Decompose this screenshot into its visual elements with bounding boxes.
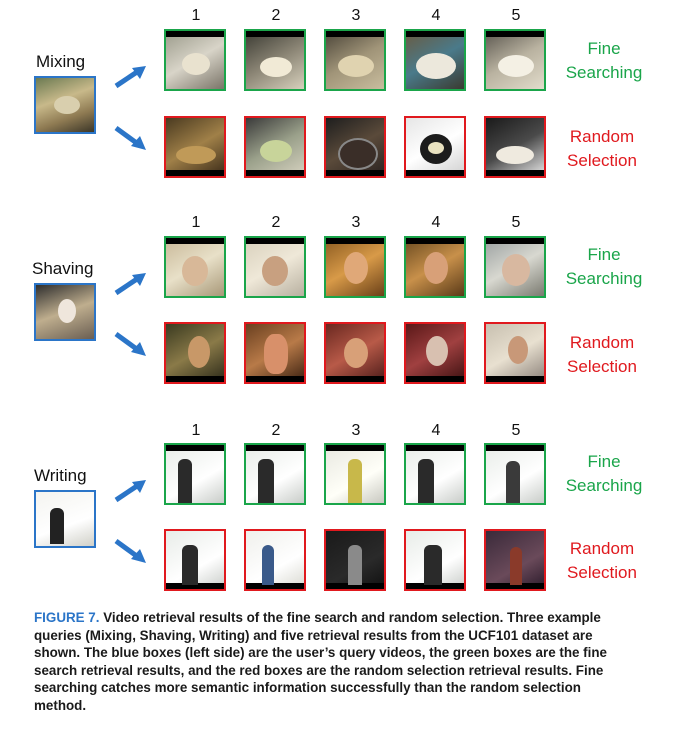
random-result-1 (164, 529, 226, 591)
fine-result-3 (324, 29, 386, 91)
fine-searching-label-2: Fine Searching (565, 245, 643, 288)
arrow-down-icon (112, 537, 148, 565)
arrow-down-icon (112, 330, 148, 358)
arrow-up-icon (112, 64, 148, 90)
fine-result-1 (164, 236, 226, 298)
fine-result-3 (324, 443, 386, 505)
fine-result-2 (244, 236, 306, 298)
column-number-5: 5 (511, 422, 521, 439)
query-label-shaving: Shaving (32, 259, 94, 278)
column-number-5: 5 (511, 214, 521, 231)
column-number-2: 2 (271, 214, 281, 231)
random-result-2 (244, 529, 306, 591)
column-number-1: 1 (191, 422, 201, 439)
random-result-4 (404, 529, 466, 591)
query-thumbnail-mixing (34, 76, 96, 134)
query-label-writing: Writing (34, 466, 87, 485)
query-thumbnail-shaving (34, 283, 96, 341)
arrow-up-icon (112, 478, 148, 504)
fine-result-4 (404, 443, 466, 505)
column-number-4: 4 (431, 214, 441, 231)
column-number-3: 3 (351, 7, 361, 24)
fine-result-5 (484, 236, 546, 298)
arrow-up-icon (112, 271, 148, 297)
fine-result-5 (484, 29, 546, 91)
random-result-3 (324, 116, 386, 178)
random-result-5 (484, 116, 546, 178)
fine-result-5 (484, 443, 546, 505)
random-result-2 (244, 116, 306, 178)
fine-searching-label-1: Fine Searching (565, 39, 643, 82)
random-result-3 (324, 529, 386, 591)
random-result-3 (324, 322, 386, 384)
random-selection-label-2: Random Selection (567, 333, 637, 376)
fine-result-2 (244, 443, 306, 505)
random-result-4 (404, 322, 466, 384)
arrow-down-icon (112, 124, 148, 152)
figure-caption (34, 609, 634, 715)
column-number-3: 3 (351, 422, 361, 439)
figure-label: FIGURE 7. (34, 610, 100, 625)
fine-result-2 (244, 29, 306, 91)
column-number-1: 1 (191, 214, 201, 231)
random-result-5 (484, 529, 546, 591)
column-number-4: 4 (431, 422, 441, 439)
column-number-3: 3 (351, 214, 361, 231)
fine-searching-label-3: Fine Searching (565, 452, 643, 495)
random-result-5 (484, 322, 546, 384)
column-number-2: 2 (271, 422, 281, 439)
random-selection-label-3: Random Selection (567, 539, 637, 582)
column-number-5: 5 (511, 7, 521, 24)
fine-result-4 (404, 29, 466, 91)
fine-result-1 (164, 443, 226, 505)
fine-result-4 (404, 236, 466, 298)
column-number-4: 4 (431, 7, 441, 24)
random-result-1 (164, 322, 226, 384)
caption-text: Video retrieval results of the fine search and random selection. Three example queries (Mixing, Shaving, Writing) and five retrieval results from the UCF101 dataset are shown. The blue boxes (left side) are the user’s query videos, the green boxes are the fine search retrieval results, and the red boxes are the random selection retrieval results. Fine searching catches more semantic information successfully than the random selection method. (34, 610, 607, 713)
fine-result-1 (164, 29, 226, 91)
column-number-2: 2 (271, 7, 281, 24)
random-result-1 (164, 116, 226, 178)
query-label-mixing: Mixing (36, 52, 86, 71)
column-number-1: 1 (191, 7, 201, 24)
random-selection-label-1: Random Selection (567, 127, 637, 170)
random-result-4 (404, 116, 466, 178)
fine-result-3 (324, 236, 386, 298)
random-result-2 (244, 322, 306, 384)
query-thumbnail-writing (34, 490, 96, 548)
